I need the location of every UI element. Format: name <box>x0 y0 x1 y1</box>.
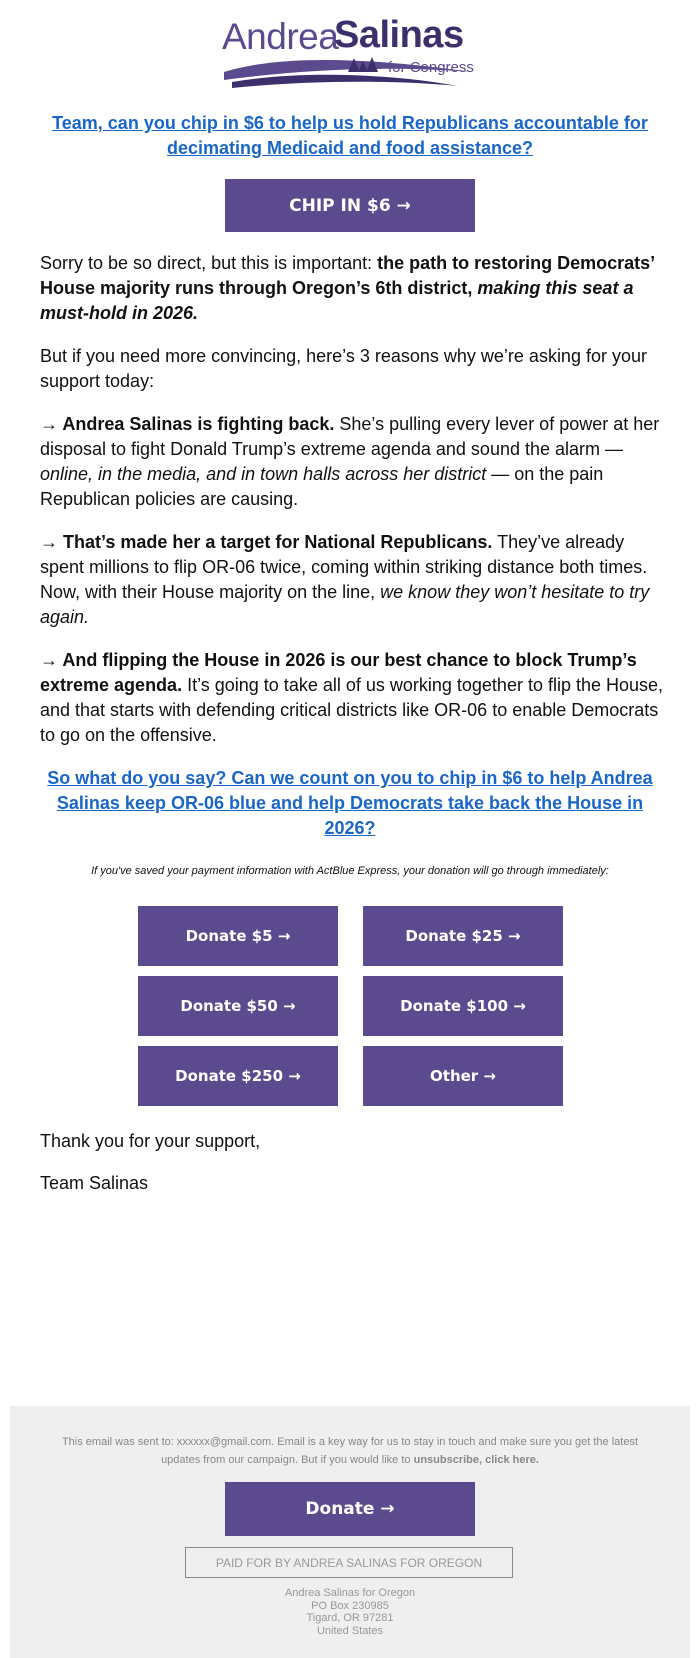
campaign-logo <box>222 12 478 96</box>
address-line: United States <box>316 1624 384 1637</box>
paragraph-reason-1 <box>40 412 665 512</box>
intro-bold: the path to restoring Democrats’ House majority runs through Oregon’s 6th district, <box>40 253 655 298</box>
donate-5-button[interactable]: Donate $5 → <box>138 906 338 966</box>
actblue-note: If you've saved your payment information with ActBlue Express, your donation will go through immediately: <box>91 865 609 877</box>
reason-2-heading: → That’s made her a target for National Republicans. <box>40 532 493 552</box>
address-line: Andrea Salinas for Oregon <box>284 1587 416 1599</box>
address-line: PO Box 230985 <box>311 1599 389 1612</box>
reason-1-italic: online, in the media, and in town halls across her district <box>40 464 487 484</box>
logo-tagline: for Congress <box>388 59 474 76</box>
mailing-address <box>50 1587 650 1637</box>
reason-3-text: It’s going to take all of us working together to flip the House, and that starts with defending critical districts like OR-06 to enable Democrats to go on the offensive. <box>40 675 664 745</box>
donate-25-button[interactable]: Donate $25 → <box>363 906 563 966</box>
reason-1-text-end: — on the pain Republican policies are causing. <box>40 464 604 509</box>
closing-signature: Team Salinas <box>40 1173 149 1193</box>
address-line: Tigard, OR 97281 <box>306 1612 394 1624</box>
email-footer <box>10 1406 690 1658</box>
logo-last-name: Salinas <box>334 14 464 56</box>
donate-250-button[interactable]: Donate $250 → <box>138 1046 338 1106</box>
paragraph-reason-2 <box>40 530 665 630</box>
ask-link[interactable]: So what do you say? Can we count on you to chip in $6 to help Andrea Salinas keep OR-06 blue and help Democrats take back the House in 2026? <box>47 768 653 838</box>
chip-in-button[interactable]: CHIP IN $6 → <box>225 179 475 232</box>
reason-2-italic: we know they won’t hesitate to try again. <box>40 582 650 627</box>
footer-donate-button[interactable]: Donate → <box>225 1482 475 1536</box>
donate-other-button[interactable]: Other → <box>363 1046 563 1106</box>
paragraph-intro <box>40 251 665 326</box>
headline-link[interactable]: Team, can you chip in $6 to help us hold Republicans accountable for decimating Medicaid and food assistance? <box>52 113 648 158</box>
donate-50-button[interactable]: Donate $50 → <box>138 976 338 1036</box>
reason-1-heading: → Andrea Salinas is fighting back. <box>40 414 335 434</box>
reason-3-heading: → And flipping the House in 2026 is our best chance to block Trump’s extreme agenda. <box>40 650 637 695</box>
logo-first-name: Andrea <box>222 16 339 57</box>
paid-for-disclaimer: PAID FOR BY ANDREA SALINAS FOR OREGON <box>185 1547 513 1578</box>
intro-text: Sorry to be so direct, but this is important: <box>40 253 378 273</box>
closing-thanks: Thank you for your support, <box>40 1131 261 1151</box>
paragraph-reasons-intro: But if you need more convincing, here’s 3 reasons why we’re asking for your support today: <box>40 346 647 391</box>
footer-disclaimer <box>60 1433 640 1469</box>
reason-2-text: They’ve already spent millions to flip OR-06 twice, coming within striking distance both times. Now, with their House majority on the line, <box>40 532 648 602</box>
intro-bold-italic: making this seat a must-hold in 2026. <box>40 278 634 323</box>
reason-1-text: She’s pulling every lever of power at her disposal to fight Donald Trump’s extreme agenda and sound the alarm — <box>40 414 660 459</box>
unsubscribe-link[interactable]: unsubscribe, click here. <box>413 1454 539 1466</box>
paragraph-reason-3 <box>40 648 665 748</box>
footer-disclaimer-text: This email was sent to: xxxxxx@gmail.com. Email is a key way for us to stay in touch and make sure you get the latest updates from our campaign. But if you would like to <box>61 1436 639 1466</box>
donate-100-button[interactable]: Donate $100 → <box>363 976 563 1036</box>
